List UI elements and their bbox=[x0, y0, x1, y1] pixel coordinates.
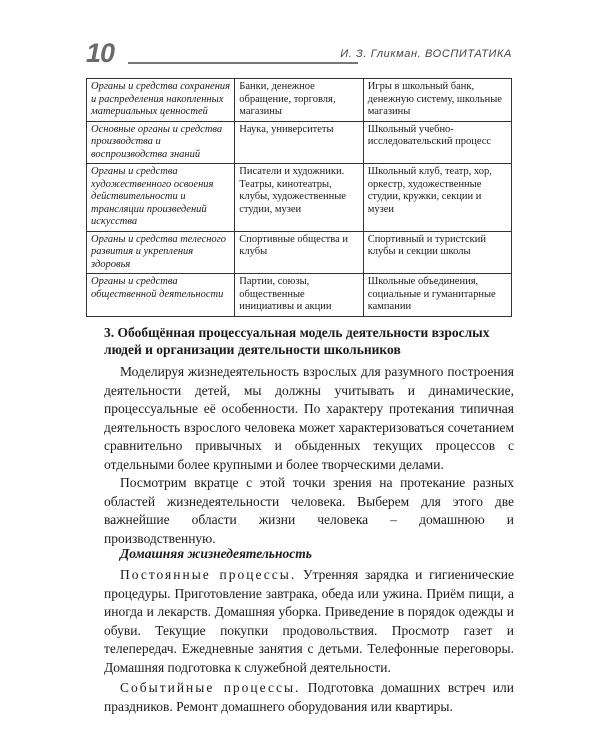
table-cell-school: Школьный учебно-исследовательский процесс bbox=[363, 121, 511, 164]
paragraph-2-text: Посмотрим вкратце с этой точки зрения на протекание разных областей жизнедеятельности человека. Выберем для этого две важнейшие области жизни человека – домашнюю и производственную. bbox=[104, 475, 514, 546]
section-heading: 3. Обобщённая процессуальная модель деятельности взрослых людей и организации деятельности школьников bbox=[104, 325, 490, 357]
page-header bbox=[86, 36, 512, 76]
running-title: И. З. Гликман. ВОСПИТАТИКА bbox=[340, 48, 512, 60]
table-cell-organs: Органы и средства телесного развития и укрепления здоровья bbox=[87, 231, 235, 274]
paragraph-4-text: Подготовка домашних встреч или праздников. Ремонт домашнего оборудования или квартиры. bbox=[104, 680, 514, 714]
table-cell-society: Спортивные общества и клубы bbox=[235, 231, 363, 274]
page-number: 10 bbox=[86, 38, 115, 68]
table-row bbox=[87, 121, 512, 164]
table-cell-society: Банки, денежное обращение, торговля, магазины bbox=[235, 79, 363, 122]
paragraph-3-text: Утренняя зарядка и гигиенические процедуры. Приготовление завтрака, обеда или ужина. Приём пищи, а иногда и лекарств. Домашняя уборка. Приведение в порядок одежды и обуви. Текущие покупки продовольствия. Просмотр газет и телепередач. Ежедневные занятия с детьми. Телефонные переговоры. Домашняя подготовка к служебной деятельности. bbox=[104, 567, 514, 675]
table-cell-school: Школьные объединения, социальные и гуманитарные кампании bbox=[363, 274, 511, 317]
table-cell-organs: Органы и средства общественной деятельности bbox=[87, 274, 235, 317]
paragraph-4 bbox=[104, 679, 514, 716]
paragraph-3 bbox=[104, 566, 514, 677]
table-cell-society: Партии, союзы, общественные инициативы и акции bbox=[235, 274, 363, 317]
table-cell-society: Наука, университеты bbox=[235, 121, 363, 164]
table-cell-organs: Органы и средства сохранения и распределения накопленных материальных ценностей bbox=[87, 79, 235, 122]
table-cell-school: Школьный клуб, театр, хор, оркестр, художественные студии, кружки, секции и музеи bbox=[363, 164, 511, 232]
table-row bbox=[87, 79, 512, 122]
paragraph-2 bbox=[104, 474, 514, 548]
means-table bbox=[86, 78, 512, 317]
term-constant-processes: Постоянные процессы. bbox=[120, 567, 297, 582]
table-row bbox=[87, 164, 512, 232]
term-event-processes: Событийные процессы. bbox=[120, 680, 301, 695]
table-cell-society: Писатели и художники. Театры, кинотеатры, клубы, художественные студии, музеи bbox=[235, 164, 363, 232]
paragraph-1 bbox=[104, 363, 514, 474]
table-cell-organs: Основные органы и средства производства и воспроизводства знаний bbox=[87, 121, 235, 164]
table-row bbox=[87, 231, 512, 274]
header-rule bbox=[128, 62, 358, 64]
table-row bbox=[87, 274, 512, 317]
subheading-home-life: Домашняя жизнедеятельность bbox=[120, 546, 312, 561]
table-cell-organs: Органы и средства художественного освоения действительности и трансляции произведений искусства bbox=[87, 164, 235, 232]
table-cell-school: Игры в школьный банк, денежную систему, школьные магазины bbox=[363, 79, 511, 122]
table-cell-school: Спортивный и туристский клубы и секции школы bbox=[363, 231, 511, 274]
paragraph-1-text: Моделируя жизнедеятельность взрослых для разумного построения деятельности детей, мы должны учитывать и динамические, процессуальные её особенности. По характеру протекания типичная деятельность взрослого человека может характеризоваться сочетанием сравнительно привычных и обыденных текущих процессов с отдельными более крупными и более творческими делами. bbox=[104, 364, 514, 472]
